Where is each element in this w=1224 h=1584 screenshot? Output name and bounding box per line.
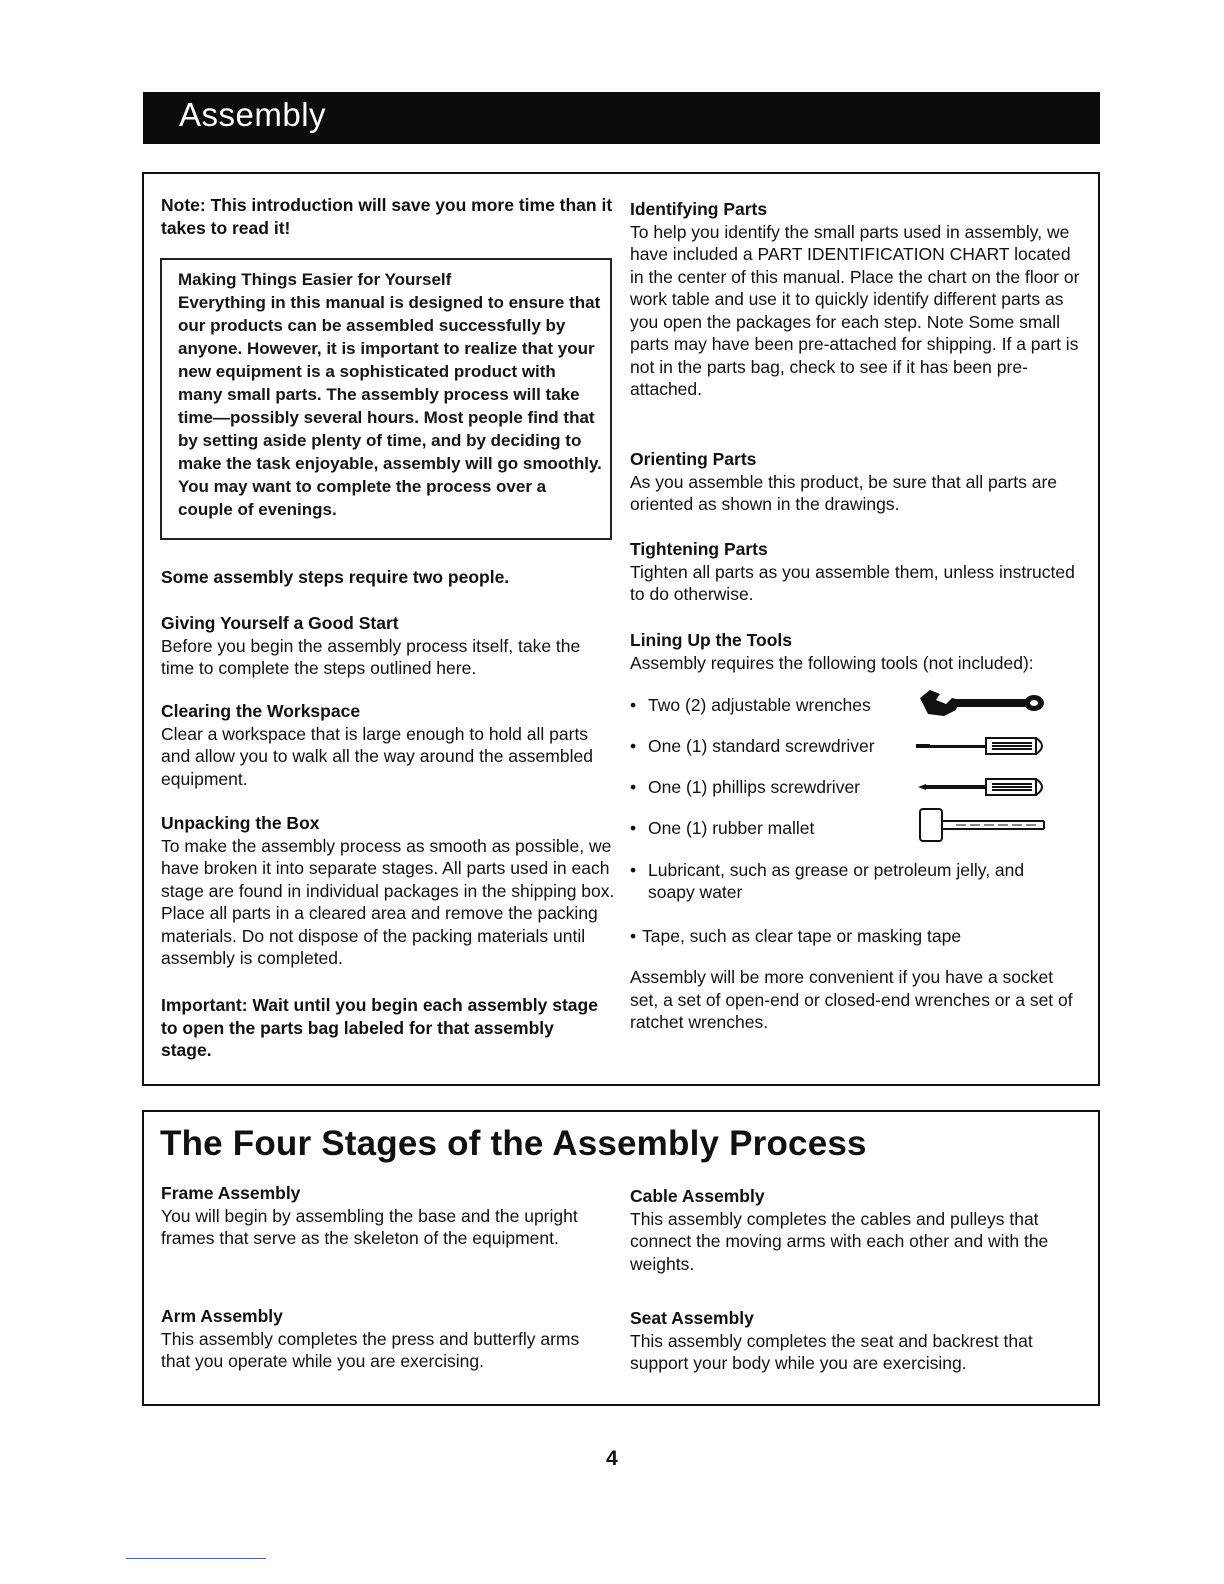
callout-body: Everything in this manual is designed to ensure that our products can be assembled successfully by anyone. However, it is important to realize that your new equipment is a sophisticated product with many small parts. The assembly process will take time—possibly several hours. Most people find that by setting aside plenty of time, and by deciding to make the task enjoyable, assembly will go smoothly. You may want to complete the process over a couple of evenings. (178, 293, 602, 519)
page-number: 4 (606, 1447, 618, 1470)
tool-item (630, 817, 1060, 845)
section-lining-up-tools (630, 629, 1085, 674)
bullet: • (630, 926, 637, 946)
section-body: Tighten all parts as you assemble them, unless instructed to do otherwise. (630, 561, 1075, 604)
tool-label: One (1) rubber mallet (648, 818, 815, 838)
tool-item (630, 925, 1060, 953)
stage-body: This assembly completes the press and butterfly arms that you operate while you are exercising. (161, 1328, 580, 1371)
section-body: Clear a workspace that is large enough to hold all parts and allow you to walk all the way around the assembled equipment. (161, 723, 593, 789)
tool-label: Two (2) adjustable wrenches (648, 695, 871, 715)
section-tightening-parts (630, 538, 1085, 606)
bullet: • (630, 818, 637, 838)
two-people-note: Some assembly steps require two people. (161, 567, 510, 587)
section-body: To make the assembly process as smooth as possible, we have broken it into separate stages. All parts used in each stage are found in individual packages in the shipping box. Place all parts in a cleared area and remove the packing materials. Do not dispose of the packing materials until assembly is completed. (161, 835, 615, 968)
section-heading: Orienting Parts (630, 449, 757, 469)
section-body: To help you identify the small parts used in assembly, we have included a PART IDENTIFICATION CHART located in the center of this manual. Place the chart on the floor or work table and use it to quickly identify different parts as you open the packages for each step. Note Some small parts may have been pre-attached for shipping. If a part is not in the parts bag, check to see if it has been pre-attached. (630, 221, 1080, 399)
section-heading: Clearing the Workspace (161, 701, 361, 721)
section-body: As you assemble this product, be sure that all parts are oriented as shown in the drawings. (630, 471, 1058, 514)
tool-item (630, 859, 1060, 907)
tool-label: Tape, such as clear tape or masking tape (642, 926, 962, 946)
stage-heading: Seat Assembly (630, 1308, 754, 1328)
tool-label: Lubricant, such as grease or petroleum jelly, and soapy water (648, 860, 1025, 902)
section-clearing-workspace (161, 700, 616, 790)
stage-body: You will begin by assembling the base and the upright frames that serve as the skeleton of the equipment. (161, 1205, 578, 1248)
tool-label: One (1) standard screwdriver (648, 736, 875, 756)
stages-title: The Four Stages of the Assembly Process (160, 1124, 867, 1163)
important-note: Important: Wait until you begin each assembly stage to open the parts bag labeled for that assembly stage. (161, 995, 598, 1060)
section-heading: Giving Yourself a Good Start (161, 613, 399, 633)
section-identifying-parts (630, 198, 1085, 401)
standard-screwdriver-icon (916, 735, 1050, 757)
stage-heading: Cable Assembly (630, 1186, 765, 1206)
bullet: • (630, 695, 637, 715)
convenient-note: Assembly will be more convenient if you have a socket set, a set of open-end or closed-end wrenches or a set of ratchet wrenches. (630, 967, 1073, 1032)
bullet: • (630, 777, 637, 797)
section-header-bar (143, 92, 1100, 144)
stage-body: This assembly completes the cables and pulleys that connect the moving arms with each other and with the weights. (630, 1208, 1049, 1274)
section-unpacking-box (161, 812, 616, 970)
section-body: Assembly requires the following tools (not included): (630, 652, 1034, 673)
section-good-start (161, 612, 616, 680)
tool-label: One (1) phillips screwdriver (648, 777, 861, 797)
callout-title: Making Things Easier for Yourself (178, 270, 452, 289)
tool-item (630, 735, 1060, 763)
stage-heading: Arm Assembly (161, 1306, 283, 1326)
bullet: • (630, 860, 637, 880)
stage-heading: Frame Assembly (161, 1183, 301, 1203)
callout-content (178, 268, 602, 521)
tool-item (630, 776, 1060, 804)
footer-rule (126, 1558, 266, 1559)
rubber-mallet-icon (916, 807, 1050, 845)
section-heading: Identifying Parts (630, 199, 768, 219)
stage-arm-assembly (161, 1305, 581, 1373)
stage-seat-assembly (630, 1307, 1070, 1375)
stage-cable-assembly (630, 1185, 1070, 1275)
intro-note: Note: This introduction will save you more time than it takes to read it! (161, 195, 613, 238)
section-title: Assembly (179, 96, 327, 133)
phillips-screwdriver-icon (916, 776, 1050, 798)
bullet: • (630, 736, 637, 756)
section-orienting-parts (630, 448, 1085, 516)
section-heading: Lining Up the Tools (630, 630, 793, 650)
tool-item (630, 694, 1060, 722)
section-heading: Unpacking the Box (161, 813, 320, 833)
section-heading: Tightening Parts (630, 539, 768, 559)
adjustable-wrench-icon (916, 688, 1046, 722)
stage-body: This assembly completes the seat and backrest that support your body while you are exercising. (630, 1330, 1033, 1373)
stage-frame-assembly (161, 1182, 581, 1250)
section-body: Before you begin the assembly process itself, take the time to complete the steps outlined here. (161, 635, 581, 678)
